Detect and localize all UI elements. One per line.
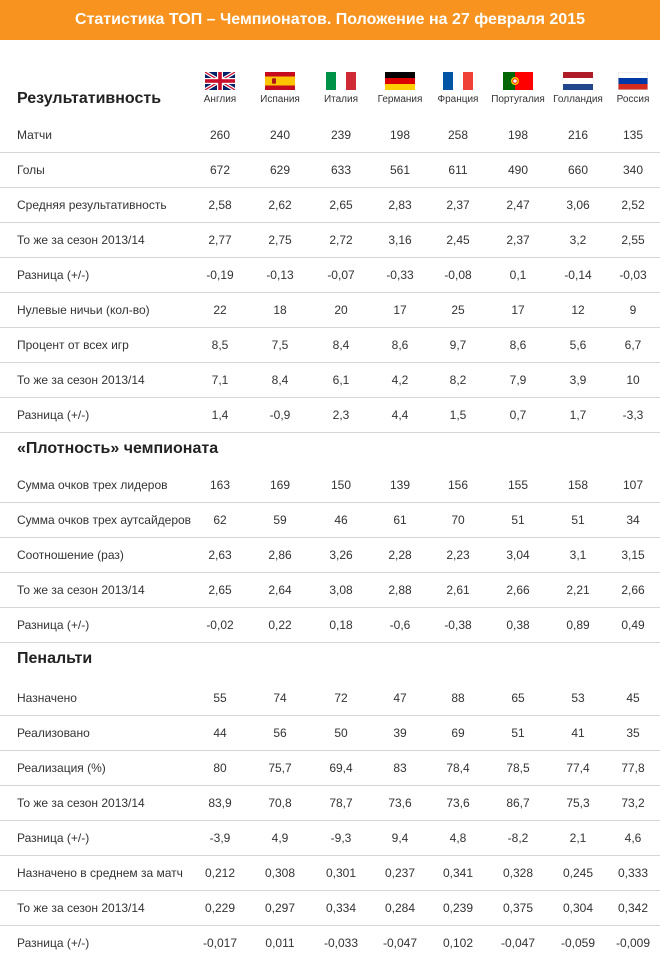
netherlands-flag-icon: [563, 72, 593, 90]
table-cell: 0,38: [506, 618, 530, 632]
table-cell: 12: [571, 303, 585, 317]
table-cell: 2,52: [621, 198, 645, 212]
table-cell: 9,4: [391, 831, 409, 845]
table-cell: -0,017: [202, 936, 238, 950]
table-cell: 35: [626, 726, 640, 740]
table-cell: 8,2: [449, 373, 467, 387]
table-cell: 73,6: [446, 796, 470, 810]
table-cell: -0,033: [323, 936, 359, 950]
table-cell: 50: [334, 726, 348, 740]
country-name: Германия: [377, 94, 423, 105]
country-name: Голландия: [553, 94, 603, 105]
table-cell: 8,4: [271, 373, 289, 387]
table-cell: 4,2: [391, 373, 409, 387]
table-row: [0, 503, 660, 538]
table-cell: 7,5: [271, 338, 289, 352]
table-cell: 107: [622, 478, 644, 492]
table-cell: 672: [209, 163, 231, 177]
table-cell: 77,4: [566, 761, 590, 775]
table-cell: 3,06: [566, 198, 590, 212]
country-column-header: [598, 72, 660, 105]
table-cell: 0,284: [384, 901, 416, 915]
table-cell: 8,6: [509, 338, 527, 352]
table-cell: 198: [389, 128, 411, 142]
table-row: [0, 681, 660, 716]
table-cell: -3,9: [209, 831, 231, 845]
table-cell: -9,3: [330, 831, 352, 845]
table-cell: 45: [626, 691, 640, 705]
table-cell: 73,2: [621, 796, 645, 810]
table-cell: 2,21: [566, 583, 590, 597]
table-cell: 1,5: [449, 408, 467, 422]
country-name: Франция: [437, 94, 479, 105]
row-label: Голы: [17, 163, 45, 177]
russia-flag-icon: [618, 72, 648, 90]
table-cell: -0,047: [382, 936, 418, 950]
table-cell: 0,18: [329, 618, 353, 632]
table-cell: 2,66: [621, 583, 645, 597]
table-cell: 25: [451, 303, 465, 317]
table-cell: 3,15: [621, 548, 645, 562]
table-cell: 6,7: [624, 338, 642, 352]
table-cell: 34: [626, 513, 640, 527]
table-cell: -0,19: [206, 268, 234, 282]
table-cell: 0,304: [562, 901, 594, 915]
table-cell: -0,07: [327, 268, 355, 282]
table-cell: 78,5: [506, 761, 530, 775]
table-cell: 139: [389, 478, 411, 492]
table-row: [0, 398, 660, 433]
row-label: Назначено в среднем за матч: [17, 866, 183, 880]
table-cell: 2,37: [506, 233, 530, 247]
row-label: Сумма очков трех лидеров: [17, 478, 168, 492]
table-cell: -3,3: [622, 408, 644, 422]
table-cell: 78,7: [329, 796, 353, 810]
table-cell: 198: [507, 128, 529, 142]
row-label: То же за сезон 2013/14: [17, 901, 145, 915]
table-cell: 20: [334, 303, 348, 317]
table-cell: -0,38: [444, 618, 472, 632]
table-cell: 9: [629, 303, 637, 317]
table-cell: 22: [213, 303, 227, 317]
table-cell: 3,2: [569, 233, 587, 247]
table-cell: 0,7: [509, 408, 527, 422]
table-row: [0, 716, 660, 751]
table-cell: 2,63: [208, 548, 232, 562]
table-row: [0, 608, 660, 643]
section-title: «Плотность» чемпионата: [17, 440, 219, 457]
table-cell: 2,47: [506, 198, 530, 212]
table-cell: 156: [447, 478, 469, 492]
table-cell: 163: [209, 478, 231, 492]
germany-flag-icon: [385, 72, 415, 90]
table-cell: 2,58: [208, 198, 232, 212]
section-title: Пенальти: [17, 650, 93, 667]
row-label: Назначено: [17, 691, 77, 705]
table-cell: -0,047: [500, 936, 536, 950]
table-cell: 216: [567, 128, 589, 142]
table-cell: 4,6: [624, 831, 642, 845]
table-cell: 0,333: [617, 866, 649, 880]
table-row: [0, 573, 660, 608]
table-cell: 74: [273, 691, 287, 705]
country-name: Россия: [616, 94, 650, 105]
table-cell: 75,3: [566, 796, 590, 810]
table-row: [0, 363, 660, 398]
table-cell: 2,45: [446, 233, 470, 247]
table-cell: 0,245: [562, 866, 594, 880]
table-cell: 2,86: [268, 548, 292, 562]
table-cell: 660: [567, 163, 589, 177]
table-cell: 0,301: [325, 866, 357, 880]
table-cell: 46: [334, 513, 348, 527]
table-cell: 2,23: [446, 548, 470, 562]
table-cell: 2,75: [268, 233, 292, 247]
table-cell: 0,49: [621, 618, 645, 632]
table-cell: 0,341: [442, 866, 474, 880]
table-cell: 1,4: [211, 408, 229, 422]
table-cell: 2,37: [446, 198, 470, 212]
table-cell: 0,011: [265, 936, 295, 950]
row-label: Процент от всех игр: [17, 338, 129, 352]
table-cell: -8,2: [507, 831, 529, 845]
table-cell: 158: [567, 478, 589, 492]
page-title: Статистика ТОП – Чемпионатов. Положение на 27 февраля 2015: [0, 0, 660, 40]
table-cell: 633: [330, 163, 352, 177]
table-cell: 77,8: [621, 761, 645, 775]
table-row: [0, 926, 660, 961]
table-cell: 17: [511, 303, 525, 317]
table-row: [0, 293, 660, 328]
table-cell: 0,237: [384, 866, 416, 880]
table-cell: 56: [273, 726, 287, 740]
table-cell: 4,4: [391, 408, 409, 422]
table-cell: 4,9: [271, 831, 289, 845]
table-cell: 61: [393, 513, 407, 527]
table-cell: 3,26: [329, 548, 353, 562]
table-cell: 2,1: [569, 831, 587, 845]
table-cell: 629: [269, 163, 291, 177]
table-cell: 75,7: [268, 761, 292, 775]
table-cell: 0,334: [325, 901, 357, 915]
table-row: [0, 223, 660, 258]
table-cell: -0,13: [266, 268, 294, 282]
table-cell: 51: [511, 513, 525, 527]
table-cell: 2,83: [388, 198, 412, 212]
table-cell: 340: [622, 163, 644, 177]
table-cell: 83: [393, 761, 407, 775]
uk-flag-icon: [205, 72, 235, 90]
table-cell: 55: [213, 691, 227, 705]
table-cell: 0,229: [204, 901, 236, 915]
table-cell: 41: [571, 726, 585, 740]
row-label: Разница (+/-): [17, 268, 90, 282]
table-cell: 6,1: [332, 373, 350, 387]
table-cell: 1,7: [569, 408, 587, 422]
table-cell: 0,22: [268, 618, 292, 632]
table-cell: 8,4: [332, 338, 350, 352]
table-cell: 18: [273, 303, 287, 317]
table-cell: 7,1: [211, 373, 229, 387]
table-cell: 3,9: [569, 373, 587, 387]
table-cell: 0,375: [502, 901, 534, 915]
table-row: [0, 751, 660, 786]
row-label: Разница (+/-): [17, 618, 90, 632]
row-label: Соотношение (раз): [17, 548, 124, 562]
table-cell: 73,6: [388, 796, 412, 810]
table-cell: 611: [448, 163, 468, 177]
table-cell: 72: [334, 691, 348, 705]
row-label: Сумма очков трех аутсайдеров: [17, 513, 192, 527]
row-label: Разница (+/-): [17, 408, 90, 422]
table-cell: 80: [213, 761, 227, 775]
table-row: [0, 468, 660, 503]
table-cell: 44: [213, 726, 227, 740]
table-row: [0, 821, 660, 856]
section-title: Результативность: [17, 90, 162, 107]
table-row: [0, 856, 660, 891]
table-cell: 59: [273, 513, 287, 527]
table-cell: 0,212: [204, 866, 236, 880]
spain-flag-icon: [265, 72, 295, 90]
row-label: То же за сезон 2013/14: [17, 233, 145, 247]
table-cell: 69,4: [329, 761, 353, 775]
table-cell: 2,55: [621, 233, 645, 247]
table-cell: -0,14: [564, 268, 592, 282]
table-cell: -0,059: [560, 936, 596, 950]
italy-flag-icon: [326, 72, 356, 90]
table-cell: 240: [269, 128, 291, 142]
table-cell: 86,7: [506, 796, 530, 810]
table-cell: 39: [393, 726, 407, 740]
table-cell: 83,9: [208, 796, 232, 810]
table-cell: 2,88: [388, 583, 412, 597]
table-row: [0, 328, 660, 363]
table-cell: 150: [330, 478, 352, 492]
row-label: То же за сезон 2013/14: [17, 583, 145, 597]
table-cell: 47: [393, 691, 407, 705]
table-cell: -0,08: [444, 268, 472, 282]
table-cell: 2,72: [329, 233, 353, 247]
table-row: [0, 153, 660, 188]
table-cell: 70: [451, 513, 465, 527]
row-label: Реализация (%): [17, 761, 106, 775]
table-cell: 51: [571, 513, 585, 527]
table-cell: 10: [626, 373, 640, 387]
table-row: [0, 891, 660, 926]
table-cell: 78,4: [446, 761, 470, 775]
table-cell: 4,8: [449, 831, 467, 845]
table-cell: 0,297: [264, 901, 296, 915]
table-cell: 62: [213, 513, 227, 527]
table-cell: 7,9: [509, 373, 527, 387]
table-cell: 490: [507, 163, 529, 177]
country-name: Испания: [260, 94, 300, 105]
table-cell: 0,1: [509, 268, 527, 282]
table-row: [0, 188, 660, 223]
table-cell: 2,3: [332, 408, 350, 422]
table-cell: 0,328: [502, 866, 534, 880]
table-cell: 3,16: [388, 233, 412, 247]
table-cell: 2,62: [268, 198, 292, 212]
table-cell: -0,009: [615, 936, 651, 950]
table-cell: 0,239: [442, 901, 474, 915]
table-cell: 8,5: [211, 338, 229, 352]
table-cell: -0,33: [386, 268, 414, 282]
table-cell: -0,6: [389, 618, 411, 632]
table-cell: 169: [269, 478, 291, 492]
table-cell: 2,65: [208, 583, 232, 597]
table-cell: -0,02: [206, 618, 234, 632]
table-row: [0, 258, 660, 293]
table-cell: -0,9: [269, 408, 291, 422]
table-cell: 88: [451, 691, 465, 705]
table-cell: -0,03: [619, 268, 647, 282]
table-cell: 70,8: [268, 796, 292, 810]
table-cell: 258: [447, 128, 469, 142]
country-name: Италия: [323, 94, 359, 105]
table-cell: 5,6: [569, 338, 587, 352]
row-label: Реализовано: [17, 726, 90, 740]
table-cell: 9,7: [449, 338, 467, 352]
table-cell: 2,61: [446, 583, 470, 597]
table-cell: 53: [571, 691, 585, 705]
table-cell: 561: [389, 163, 411, 177]
table-cell: 69: [451, 726, 465, 740]
row-label: То же за сезон 2013/14: [17, 373, 145, 387]
table-cell: 239: [330, 128, 352, 142]
row-label: То же за сезон 2013/14: [17, 796, 145, 810]
table-cell: 3,1: [569, 548, 587, 562]
country-name: Португалия: [491, 94, 545, 105]
table-row: [0, 786, 660, 821]
table-cell: 0,89: [566, 618, 590, 632]
table-cell: 260: [209, 128, 231, 142]
table-cell: 0,102: [442, 936, 474, 950]
table-cell: 0,308: [264, 866, 296, 880]
table-cell: 0,342: [617, 901, 649, 915]
table-cell: 135: [622, 128, 644, 142]
table-cell: 2,65: [329, 198, 353, 212]
country-column-header: [245, 72, 315, 105]
table-cell: 65: [511, 691, 525, 705]
table-cell: 155: [507, 478, 529, 492]
table-row: [0, 538, 660, 573]
table-cell: 2,28: [388, 548, 412, 562]
row-label: Нулевые ничьи (кол-во): [17, 303, 150, 317]
france-flag-icon: [443, 72, 473, 90]
country-name: Англия: [203, 94, 237, 105]
table-row: [0, 118, 660, 153]
table-cell: 2,66: [506, 583, 530, 597]
table-cell: 3,04: [506, 548, 530, 562]
row-label: Разница (+/-): [17, 936, 90, 950]
table-cell: 2,64: [268, 583, 292, 597]
row-label: Матчи: [17, 128, 52, 142]
row-label: Средняя результативность: [17, 198, 167, 212]
table-cell: 51: [511, 726, 525, 740]
table-cell: 8,6: [391, 338, 409, 352]
portugal-flag-icon: [503, 72, 533, 90]
table-cell: 17: [393, 303, 407, 317]
table-cell: 3,08: [329, 583, 353, 597]
row-label: Разница (+/-): [17, 831, 90, 845]
table-cell: 2,77: [208, 233, 232, 247]
